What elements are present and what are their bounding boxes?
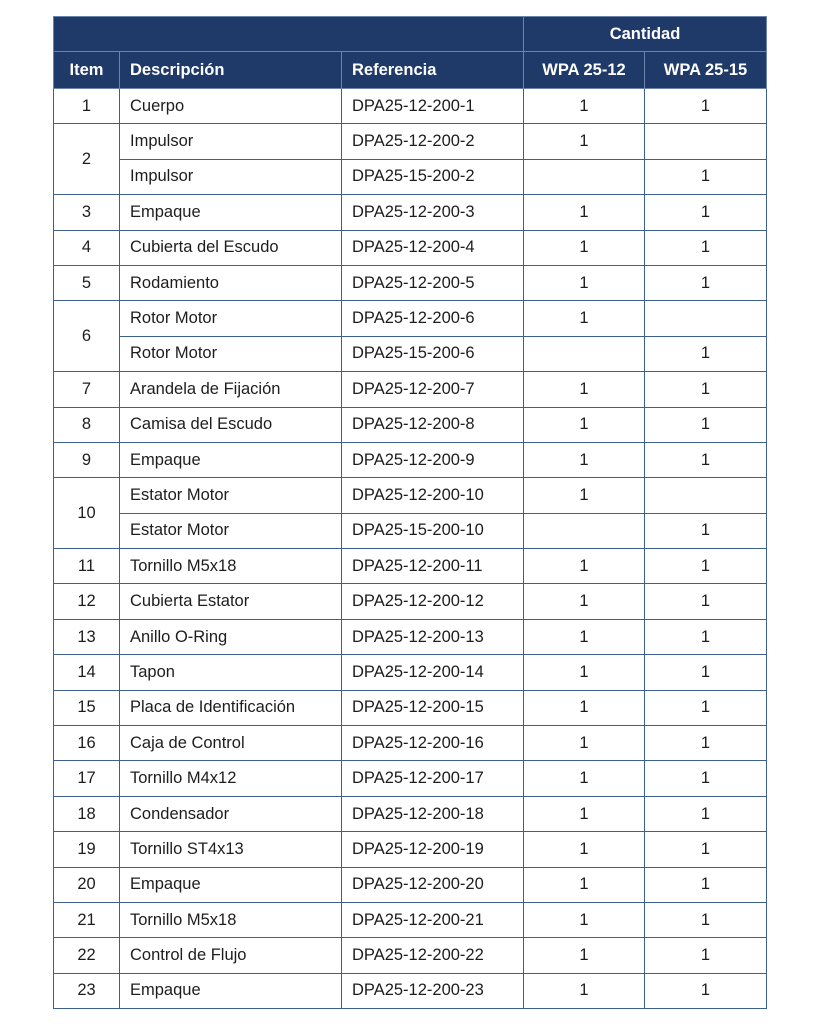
qty-wpa-25-15-cell: 1 bbox=[645, 442, 767, 477]
table-row bbox=[54, 89, 767, 124]
header-reference: Referencia bbox=[342, 52, 524, 89]
reference-cell: DPA25-12-200-12 bbox=[342, 584, 524, 619]
qty-wpa-25-15-cell: 1 bbox=[645, 549, 767, 584]
qty-wpa-25-15-cell: 1 bbox=[645, 513, 767, 548]
reference-cell: DPA25-12-200-1 bbox=[342, 89, 524, 124]
qty-wpa-25-12-cell: 1 bbox=[524, 832, 645, 867]
qty-wpa-25-15-cell: 1 bbox=[645, 407, 767, 442]
table-row bbox=[54, 336, 767, 371]
item-number-cell: 20 bbox=[54, 867, 120, 902]
qty-wpa-25-15-cell bbox=[645, 124, 767, 159]
item-number-cell: 14 bbox=[54, 655, 120, 690]
table-row bbox=[54, 407, 767, 442]
reference-cell: DPA25-12-200-13 bbox=[342, 619, 524, 654]
description-cell: Control de Flujo bbox=[120, 938, 342, 973]
table-row bbox=[54, 832, 767, 867]
table-header bbox=[54, 17, 767, 89]
header-columns-row bbox=[54, 52, 767, 89]
table-row bbox=[54, 301, 767, 336]
qty-wpa-25-15-cell: 1 bbox=[645, 372, 767, 407]
table-row bbox=[54, 938, 767, 973]
qty-wpa-25-12-cell: 1 bbox=[524, 478, 645, 513]
qty-wpa-25-12-cell: 1 bbox=[524, 195, 645, 230]
description-cell: Empaque bbox=[120, 973, 342, 1008]
reference-cell: DPA25-12-200-5 bbox=[342, 265, 524, 300]
description-cell: Empaque bbox=[120, 442, 342, 477]
qty-wpa-25-15-cell: 1 bbox=[645, 796, 767, 831]
qty-wpa-25-15-cell: 1 bbox=[645, 832, 767, 867]
table-row bbox=[54, 584, 767, 619]
description-cell: Rodamiento bbox=[120, 265, 342, 300]
item-number-cell: 11 bbox=[54, 549, 120, 584]
qty-wpa-25-12-cell: 1 bbox=[524, 584, 645, 619]
item-number-cell: 3 bbox=[54, 195, 120, 230]
qty-wpa-25-15-cell: 1 bbox=[645, 336, 767, 371]
reference-cell: DPA25-12-200-4 bbox=[342, 230, 524, 265]
qty-wpa-25-12-cell bbox=[524, 513, 645, 548]
reference-cell: DPA25-12-200-20 bbox=[342, 867, 524, 902]
description-cell: Condensador bbox=[120, 796, 342, 831]
item-number-cell: 12 bbox=[54, 584, 120, 619]
item-number-cell: 5 bbox=[54, 265, 120, 300]
header-group-blank bbox=[54, 17, 524, 52]
item-number-cell: 4 bbox=[54, 230, 120, 265]
table-row bbox=[54, 761, 767, 796]
table-row bbox=[54, 195, 767, 230]
description-cell: Tornillo ST4x13 bbox=[120, 832, 342, 867]
qty-wpa-25-15-cell: 1 bbox=[645, 584, 767, 619]
table-row bbox=[54, 159, 767, 194]
table-row bbox=[54, 690, 767, 725]
table-row bbox=[54, 513, 767, 548]
qty-wpa-25-12-cell: 1 bbox=[524, 442, 645, 477]
item-number-cell: 1 bbox=[54, 89, 120, 124]
table-row bbox=[54, 726, 767, 761]
qty-wpa-25-15-cell: 1 bbox=[645, 973, 767, 1008]
description-cell: Cubierta del Escudo bbox=[120, 230, 342, 265]
table-row bbox=[54, 549, 767, 584]
table-row bbox=[54, 372, 767, 407]
description-cell: Rotor Motor bbox=[120, 301, 342, 336]
qty-wpa-25-12-cell: 1 bbox=[524, 655, 645, 690]
reference-cell: DPA25-12-200-6 bbox=[342, 301, 524, 336]
qty-wpa-25-15-cell: 1 bbox=[645, 726, 767, 761]
item-number-cell: 17 bbox=[54, 761, 120, 796]
description-cell: Tapon bbox=[120, 655, 342, 690]
qty-wpa-25-15-cell: 1 bbox=[645, 761, 767, 796]
item-number-cell: 22 bbox=[54, 938, 120, 973]
table-row bbox=[54, 265, 767, 300]
qty-wpa-25-12-cell: 1 bbox=[524, 230, 645, 265]
description-cell: Arandela de Fijación bbox=[120, 372, 342, 407]
reference-cell: DPA25-12-200-21 bbox=[342, 902, 524, 937]
description-cell: Placa de Identificación bbox=[120, 690, 342, 725]
item-number-cell: 19 bbox=[54, 832, 120, 867]
table-row bbox=[54, 619, 767, 654]
table-row bbox=[54, 902, 767, 937]
description-cell: Empaque bbox=[120, 867, 342, 902]
qty-wpa-25-15-cell: 1 bbox=[645, 89, 767, 124]
qty-wpa-25-12-cell: 1 bbox=[524, 973, 645, 1008]
qty-wpa-25-15-cell: 1 bbox=[645, 230, 767, 265]
reference-cell: DPA25-12-200-2 bbox=[342, 124, 524, 159]
description-cell: Tornillo M5x18 bbox=[120, 549, 342, 584]
qty-wpa-25-12-cell: 1 bbox=[524, 265, 645, 300]
reference-cell: DPA25-12-200-17 bbox=[342, 761, 524, 796]
qty-wpa-25-15-cell: 1 bbox=[645, 902, 767, 937]
reference-cell: DPA25-12-200-9 bbox=[342, 442, 524, 477]
item-number-cell: 9 bbox=[54, 442, 120, 477]
table-body bbox=[54, 89, 767, 1009]
description-cell: Camisa del Escudo bbox=[120, 407, 342, 442]
table-row bbox=[54, 442, 767, 477]
qty-wpa-25-15-cell: 1 bbox=[645, 159, 767, 194]
item-number-cell: 7 bbox=[54, 372, 120, 407]
table-row bbox=[54, 655, 767, 690]
reference-cell: DPA25-12-200-22 bbox=[342, 938, 524, 973]
table-row bbox=[54, 867, 767, 902]
description-cell: Tornillo M5x18 bbox=[120, 902, 342, 937]
reference-cell: DPA25-12-200-15 bbox=[342, 690, 524, 725]
qty-wpa-25-12-cell: 1 bbox=[524, 549, 645, 584]
table-row bbox=[54, 124, 767, 159]
qty-wpa-25-12-cell: 1 bbox=[524, 796, 645, 831]
reference-cell: DPA25-15-200-2 bbox=[342, 159, 524, 194]
description-cell: Estator Motor bbox=[120, 478, 342, 513]
description-cell: Impulsor bbox=[120, 124, 342, 159]
reference-cell: DPA25-12-200-7 bbox=[342, 372, 524, 407]
qty-wpa-25-12-cell: 1 bbox=[524, 761, 645, 796]
qty-wpa-25-15-cell: 1 bbox=[645, 938, 767, 973]
table-row bbox=[54, 796, 767, 831]
reference-cell: DPA25-12-200-19 bbox=[342, 832, 524, 867]
qty-wpa-25-12-cell: 1 bbox=[524, 690, 645, 725]
header-description: Descripción bbox=[120, 52, 342, 89]
qty-wpa-25-12-cell: 1 bbox=[524, 867, 645, 902]
qty-wpa-25-15-cell: 1 bbox=[645, 867, 767, 902]
qty-wpa-25-15-cell: 1 bbox=[645, 690, 767, 725]
qty-wpa-25-15-cell: 1 bbox=[645, 655, 767, 690]
table-row bbox=[54, 478, 767, 513]
reference-cell: DPA25-12-200-8 bbox=[342, 407, 524, 442]
reference-cell: DPA25-12-200-18 bbox=[342, 796, 524, 831]
header-item: Item bbox=[54, 52, 120, 89]
reference-cell: DPA25-12-200-3 bbox=[342, 195, 524, 230]
table-row bbox=[54, 230, 767, 265]
item-number-cell: 16 bbox=[54, 726, 120, 761]
qty-wpa-25-12-cell: 1 bbox=[524, 89, 645, 124]
qty-wpa-25-12-cell bbox=[524, 159, 645, 194]
table-row bbox=[54, 973, 767, 1008]
description-cell: Caja de Control bbox=[120, 726, 342, 761]
item-number-cell: 2 bbox=[54, 124, 120, 195]
qty-wpa-25-12-cell: 1 bbox=[524, 372, 645, 407]
item-number-cell: 10 bbox=[54, 478, 120, 549]
qty-wpa-25-12-cell: 1 bbox=[524, 726, 645, 761]
description-cell: Cubierta Estator bbox=[120, 584, 342, 619]
qty-wpa-25-12-cell: 1 bbox=[524, 902, 645, 937]
qty-wpa-25-12-cell: 1 bbox=[524, 124, 645, 159]
reference-cell: DPA25-15-200-10 bbox=[342, 513, 524, 548]
reference-cell: DPA25-15-200-6 bbox=[342, 336, 524, 371]
qty-wpa-25-12-cell: 1 bbox=[524, 938, 645, 973]
item-number-cell: 21 bbox=[54, 902, 120, 937]
description-cell: Impulsor bbox=[120, 159, 342, 194]
description-cell: Estator Motor bbox=[120, 513, 342, 548]
item-number-cell: 6 bbox=[54, 301, 120, 372]
description-cell: Cuerpo bbox=[120, 89, 342, 124]
description-cell: Anillo O-Ring bbox=[120, 619, 342, 654]
header-qty-wpa-25-15: WPA 25-15 bbox=[645, 52, 767, 89]
item-number-cell: 23 bbox=[54, 973, 120, 1008]
parts-table bbox=[53, 16, 767, 1009]
qty-wpa-25-15-cell: 1 bbox=[645, 265, 767, 300]
header-qty-wpa-25-12: WPA 25-12 bbox=[524, 52, 645, 89]
item-number-cell: 18 bbox=[54, 796, 120, 831]
qty-wpa-25-12-cell: 1 bbox=[524, 619, 645, 654]
qty-wpa-25-15-cell bbox=[645, 478, 767, 513]
qty-wpa-25-12-cell bbox=[524, 336, 645, 371]
qty-wpa-25-12-cell: 1 bbox=[524, 407, 645, 442]
description-cell: Empaque bbox=[120, 195, 342, 230]
reference-cell: DPA25-12-200-11 bbox=[342, 549, 524, 584]
qty-wpa-25-12-cell: 1 bbox=[524, 301, 645, 336]
item-number-cell: 13 bbox=[54, 619, 120, 654]
reference-cell: DPA25-12-200-16 bbox=[342, 726, 524, 761]
reference-cell: DPA25-12-200-23 bbox=[342, 973, 524, 1008]
description-cell: Rotor Motor bbox=[120, 336, 342, 371]
header-quantity-group: Cantidad bbox=[524, 17, 767, 52]
qty-wpa-25-15-cell bbox=[645, 301, 767, 336]
qty-wpa-25-15-cell: 1 bbox=[645, 195, 767, 230]
description-cell: Tornillo M4x12 bbox=[120, 761, 342, 796]
reference-cell: DPA25-12-200-14 bbox=[342, 655, 524, 690]
reference-cell: DPA25-12-200-10 bbox=[342, 478, 524, 513]
item-number-cell: 15 bbox=[54, 690, 120, 725]
header-group-row bbox=[54, 17, 767, 52]
item-number-cell: 8 bbox=[54, 407, 120, 442]
qty-wpa-25-15-cell: 1 bbox=[645, 619, 767, 654]
